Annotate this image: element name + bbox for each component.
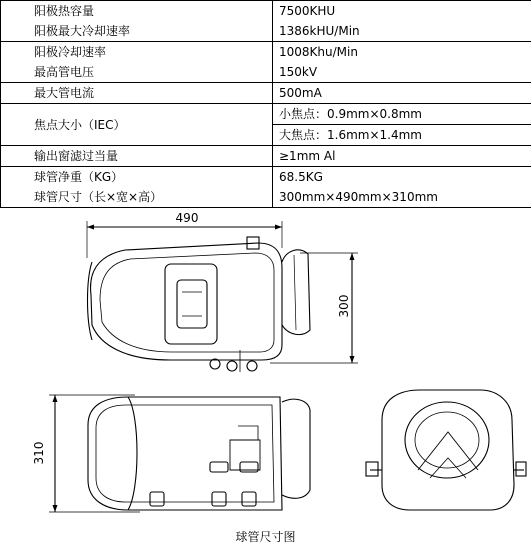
foot [212,492,226,506]
arrowhead [53,505,58,512]
spec-value: 大焦点：1.6mm×1.4mm [273,124,531,145]
end-flange [516,462,526,476]
spec-label: 球管净重（KG） [34,170,124,184]
spec-label-cell [1,104,273,146]
spec-value: 150kV [279,65,318,79]
arrowhead [53,395,58,402]
spec-value-cell [273,1,531,42]
spec-value-cell [273,83,531,104]
anode-rib [294,255,296,330]
spec-value: 小焦点：0.9mm×0.8mm [279,107,422,121]
spec-value-cell [273,146,531,167]
port-window [177,280,207,328]
arrowhead [275,225,282,230]
side-view [32,395,310,512]
spec-table [0,0,531,208]
end-housing [382,390,514,510]
spec-label-cell [1,83,273,104]
tube-dimension-drawing [0,207,531,551]
spec-value: 300mm×490mm×310mm [279,190,438,204]
spec-label: 最大管电流 [34,86,95,100]
side-nose [128,397,137,510]
arrowhead [350,253,355,260]
spec-value-cell [273,167,531,208]
mount-bracket [230,440,260,470]
housing-outline [91,243,282,360]
drawing-caption: 球管尺寸图 [235,530,296,544]
spec-value-cell [273,42,531,83]
end-flange [366,462,378,476]
dim-length-label: 490 [175,211,199,225]
side-housing [88,397,282,510]
arrowhead [350,356,355,363]
fitting [240,462,258,472]
spec-value-cell [273,104,531,146]
spec-label-cell [1,167,273,208]
spec-label: 球管尺寸（长×宽×高） [34,190,163,204]
table-row [1,83,531,104]
spec-label: 阳极最大冷却速率 [34,24,131,38]
spec-label: 焦点大小（IEC） [34,117,126,132]
table-row [1,42,531,83]
spec-label-cell [1,1,273,42]
table-row [1,146,531,167]
spec-label: 输出窗滤过当量 [34,149,119,163]
table-row [1,167,531,208]
spec-value: 1008Khu/Min [279,45,358,59]
dim-height-label: 310 [32,441,46,465]
spec-label-cell [1,146,273,167]
spec-label: 阳极热容量 [34,4,95,18]
foot [242,492,256,506]
table-row [1,1,531,42]
fitting [227,361,237,371]
end-port-circle [405,402,489,478]
spec-label-cell [1,42,273,83]
end-strut [418,432,478,470]
foot [150,492,164,506]
spec-value: 500mA [279,86,322,100]
side-housing-inner [96,405,274,502]
spec-label: 最高管电压 [34,65,95,79]
spec-value: ≥1mm Al [279,149,336,163]
fitting [247,361,257,371]
housing-inner-outline [100,253,274,352]
spec-value: 1386kHU/Min [279,24,360,38]
end-view [366,390,526,510]
window-frame [165,264,217,344]
spec-label: 阳极冷却速率 [34,45,107,59]
side-anode-end [282,399,310,498]
arrowhead [87,225,94,230]
dim-width-label: 300 [337,294,351,318]
table-row [1,104,531,146]
spec-value: 7500KHU [279,4,336,18]
top-view [87,211,358,372]
bracket-tab [238,426,258,440]
spec-value: 68.5KG [279,170,323,184]
fitting [210,462,228,472]
